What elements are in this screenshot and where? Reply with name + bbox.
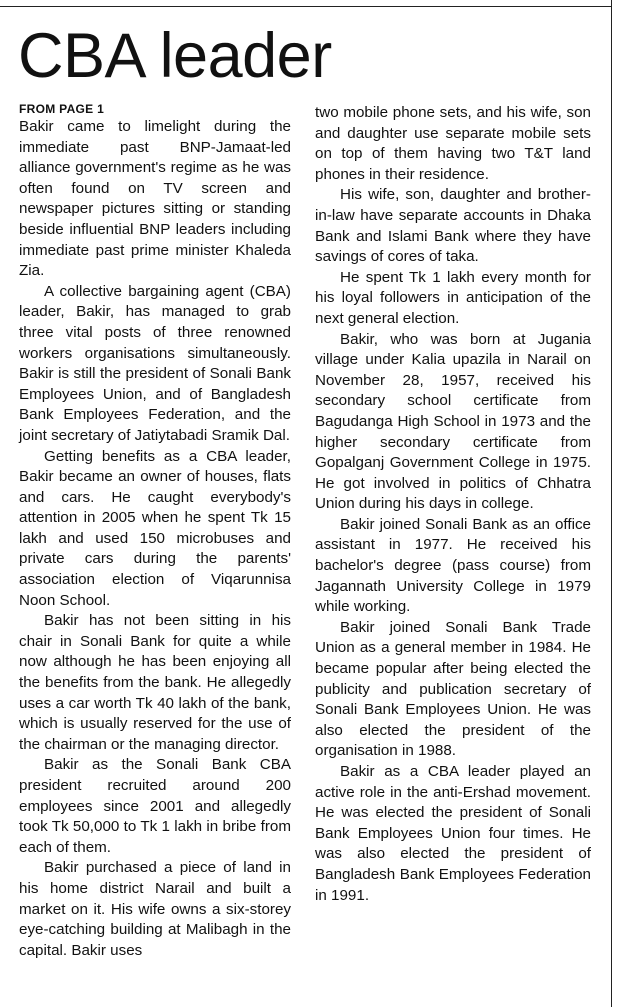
top-border-rule: [0, 6, 612, 7]
continuation-kicker: FROM PAGE 1: [19, 102, 105, 116]
paragraph: Bakir purchased a piece of land in his home district Narail and built a market on it. His wife owns a six-storey eye-catching building at Malibagh in the capital. Bakir uses: [19, 859, 291, 959]
paragraph: Bakir came to limelight during the immediate past BNP-Jamaat-led alliance government's regime as he was often found on TV screen and newspaper pictures sitting or standing beside influential BNP leaders including immediate past prime minister Khaleda Zia.: [19, 118, 291, 280]
paragraph: two mobile phone sets, and his wife, son and daughter use separate mobile sets on top of them having two T&T land phones in their residence.: [315, 104, 591, 183]
paragraph: Getting benefits as a CBA leader, Bakir became an owner of houses, flats and cars. He caught everybody's attention in 2005 when he spent Tk 15 lakh and used 150 microbuses and private cars during the parents' association election of Viqarunnisa Noon School.: [19, 447, 291, 609]
paragraph: Bakir as a CBA leader played an active role in the anti-Ershad movement. He was elected the president of Sonali Bank Employees Union four times. He was also elected the president of Bangladesh Bank Employees Federation in 1991.: [315, 763, 591, 904]
paragraph: A collective bargaining agent (CBA) leader, Bakir, has managed to grab three vital posts of three renowned workers organisations simultaneously. Bakir is still the president of Sonali Bank Employees Union, and of Bangladesh Bank Employees Federation, and the joint secretary of Jatiytabadi Sramik Dal.: [19, 282, 291, 444]
paragraph: Bakir, who was born at Jugania village under Kalia upazila in Narail on November 28, 1957, received his secondary school certificate from Bagudanga High School in 1973 and the higher secondary certificate from Gopalganj Government College in 1975. He got involved in politics of Chhatra Union during his days in college.: [315, 330, 591, 513]
right-column: [315, 103, 591, 906]
paragraph: His wife, son, daughter and brother-in-law have separate accounts in Dhaka Bank and Islami Bank where they have savings of cores of taka.: [315, 186, 591, 266]
paragraph: Bakir as the Sonali Bank CBA president recruited around 200 employees since 2001 and allegedly took Tk 50,000 to Tk 1 lakh in bribe from each of them.: [19, 756, 291, 856]
paragraph: Bakir has not been sitting in his chair in Sonali Bank for quite a while now although he has been enjoying all the benefits from the bank. He allegedly uses a car worth Tk 40 lakh of the bank, which is usually reserved for the use of the chairman or the managing director.: [19, 612, 291, 753]
paragraph: Bakir joined Sonali Bank Trade Union as a general member in 1984. He became popular after being elected the publicity and publication secretary of Sonali Bank Employees Union. He was also elected the president of the organisation in 1988.: [315, 618, 591, 760]
paragraph: He spent Tk 1 lakh every month for his loyal followers in anticipation of the next general election.: [315, 268, 591, 327]
right-border-rule: [611, 0, 612, 1007]
paragraph: Bakir joined Sonali Bank as an office assistant in 1977. He received his bachelor's degree (pass course) from Jagannath University College in 1979 while working.: [315, 515, 591, 616]
left-column: [19, 101, 291, 961]
headline: CBA leader: [18, 21, 332, 91]
